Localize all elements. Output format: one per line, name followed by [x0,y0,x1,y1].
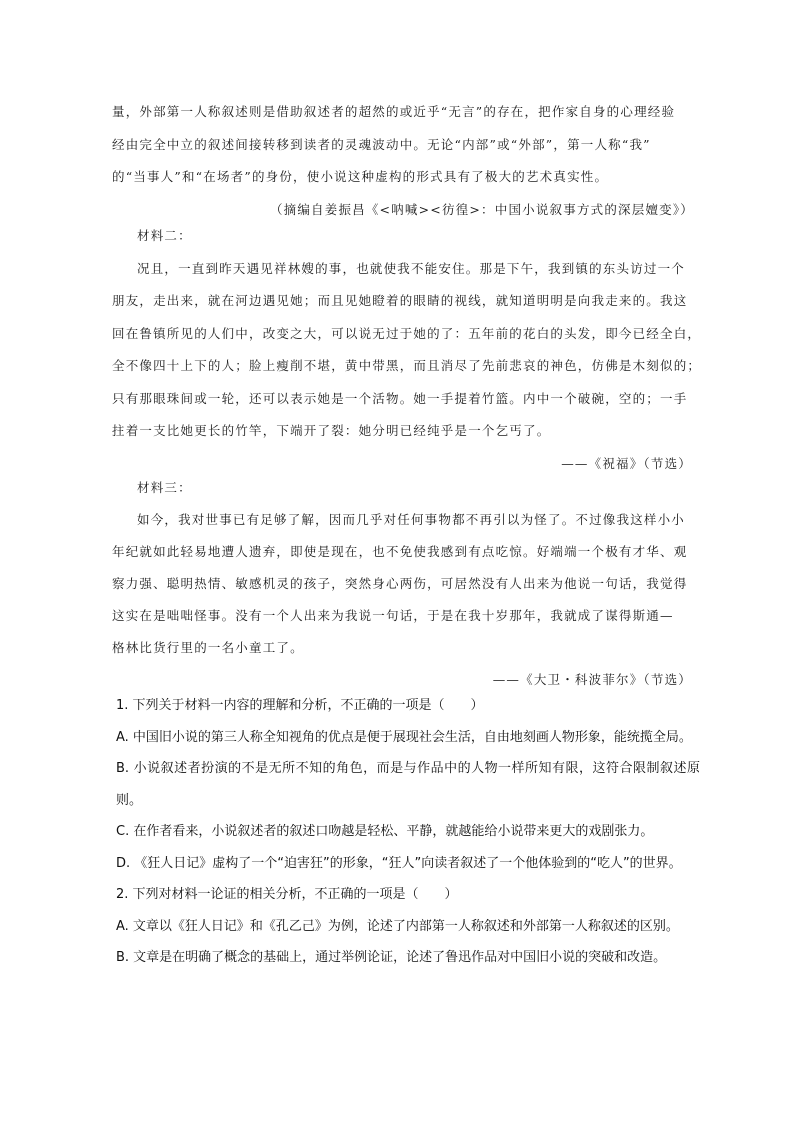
source-citation: ——《祝福》（节选） [561,455,692,471]
answer-option: C. 在作者看来，小说叙述者的叙述口吻越是轻松、平静，就越能给小说带来更大的戏剧张力。 [116,824,654,839]
question-section [116,690,700,974]
text-line: 的“当事人”和“在场者”的身份，使小说这种虚构的形式具有了极大的艺术真实性。 [112,169,609,184]
text-line: 年纪就如此轻易地遭人遗弃，即使是现在，也不免使我感到有点吃惊。好端端一个极有才华、观 [112,544,688,559]
text-line: 朋友，走出来，就在河边遇见她；而且见她瞪着的眼睛的视线，就知道明明是向我走来的。我这 [112,293,688,308]
source-citation: ——《大卫・科波菲尔》（节选） [492,672,692,687]
material-heading: 材料三： [137,480,192,495]
source-citation: （摘编自姜振昌《<呐喊><彷徨>：中国小说叙事方式的深层嬗变》） [269,201,694,217]
text-line: 这实在是咄咄怪事。没有一个人出来为我说一句话，于是在我十岁那年，我就成了谋得斯通— [112,608,674,623]
text-line: 经由完全中立的叙述间接转移到读者的灵魂波动中。无论“内部”或“外部”，第一人称“我” [112,136,651,152]
text-line: 格林比货行里的一名小童工了。 [112,640,304,655]
answer-option: D. 《狂人日记》虚构了一个“迫害狂”的形象，“狂人”向读者叙述了一个他体验到的“吃人”的世界。 [116,855,682,871]
text-line: 况且，一直到昨天遇见祥林嫂的事，也就使我不能安住。那是下午，我到镇的东头访过一个 [137,260,686,276]
answer-option: B. 文章是在明确了概念的基础上，通过举例论证，论述了鲁迅作品对中国旧小说的突破和改造。 [116,950,667,965]
text-line: 全不像四十上下的人；脸上瘦削不堪，黄中带黑，而且消尽了先前悲哀的神色，仿佛是木刻似的； [112,358,702,373]
material-three [112,472,700,696]
material-one-tail [112,96,700,226]
material-heading: 材料二： [137,228,192,243]
question-title: 2. 下列对材料一论证的相关分析，不正确的一项是（ ） [116,887,458,902]
material-two [112,220,700,480]
text-line: 回在鲁镇所见的人们中，改变之大，可以说无过于她的了：五年前的花白的头发，即今已经全白， [112,325,702,341]
text-line: 察力强、聪明热情、敏感机灵的孩子，突然身心两伤，可居然没有人出来为他说一句话，我觉得 [112,576,688,591]
text-line: 拄着一支比她更长的竹竿，下端开了裂：她分明已经纯乎是一个乞丐了。 [112,423,551,438]
answer-option: B. 小说叙述者扮演的不是无所不知的角色，而是与作品中的人物一样所知有限，这符合限制叙述原则。 [116,761,700,808]
answer-option: A. 文章以《狂人日记》和《孔乙己》为例，论述了内部第一人称叙述和外部第一人称叙述的区别。 [116,918,679,934]
question-title: 1. 下列关于材料一内容的理解和分析，不正确的一项是（ ） [116,698,484,713]
text-line: 只有那眼珠间或一轮，还可以表示她是一个活物。她一手提着竹篮。内中一个破碗，空的；一手 [112,390,688,406]
text-line: 量，外部第一人称叙述则是借助叙述者的超然的或近乎“无言”的存在，把作家自身的心理经验 [112,104,676,119]
answer-option: A. 中国旧小说的第三人称全知视角的优点是便于展现社会生活，自由地刻画人物形象，能统揽全局。 [116,729,692,745]
text-line: 如今，我对世事已有足够了解，因而几乎对任何事物都不再引以为怪了。不过像我这样小小 [137,512,686,527]
